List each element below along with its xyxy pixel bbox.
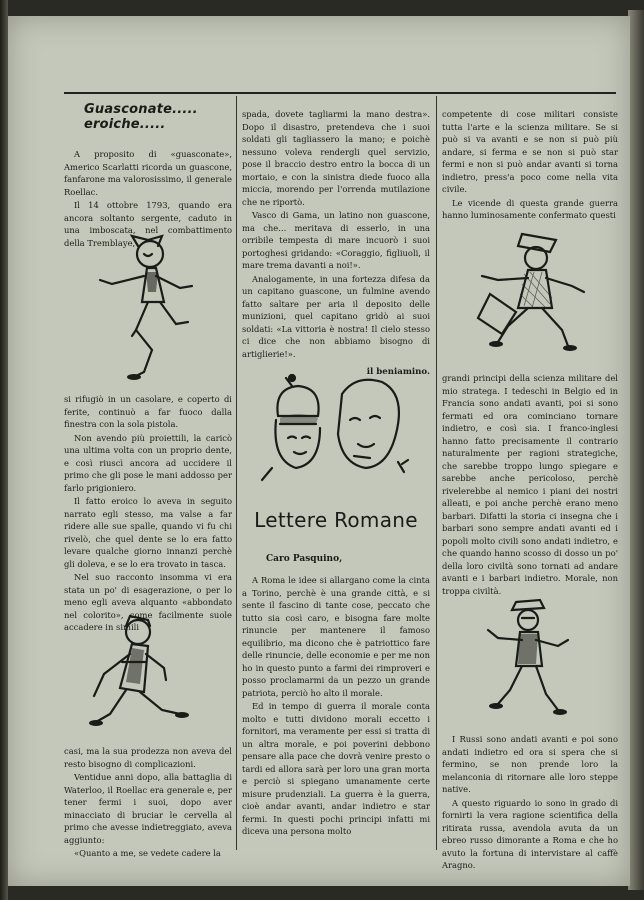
col3-mid-text	[442, 372, 618, 596]
signature: il beniamino.	[366, 367, 430, 377]
article-title-guasconate: Guasconate..... eroiche.....	[84, 102, 198, 132]
kicking-figure-icon	[472, 222, 604, 362]
paragraph: Analogamente, in una fortezza difesa da un capitano guascone, un fulmine avendo fatto saltare per aria il deposito delle munizioni, quel capitano gridò ai suoi soldati: «La vittoria è nostra! Il cielo stesso ci dice che non abbiamo bisogno di artiglierie!».	[242, 273, 430, 359]
paragraph: Le vicende di questa grande guerra hanno luminosamente confermato questi	[442, 197, 618, 220]
col2-top-text	[242, 108, 430, 377]
walking-officer-icon	[82, 610, 192, 740]
paragraph: spada, dovete tagliarmi la mano destra». Dopo il disastro, pretendeva che i suoi soldati gli tagliassero la mano; e poichè nessuno voleva rendergli quel servizio, pose il braccio destro entro la bocca di un mortaio, e con la sinistra diede fuoco alla miccia, morendo per l'orrenda mutilazione che ne riportò.	[242, 109, 430, 207]
paragraph: Nel suo racconto insomma vi era stata un po' di esagerazione, o per lo meno egli aveva alquanto «abbondato nel colorito», come facilmente suole accadere in simili	[64, 572, 232, 632]
article-title-lettere-romane: Lettere Romane	[254, 508, 418, 532]
col3-bottom-text	[442, 733, 618, 870]
paragraph: Ed in tempo di guerra il morale conta molto e tutti dividono morali eccetto i fornitori, ma veramente per essi si tratta di un altra morale, e poi poverini debbono pensare alla pace che dovrà venire presto o tardi ed allora sarà per loro una gran morta e perciò si spiegano umanamente certe misure prudenziali. La guerra è la guerra, cioè andar avanti, andar indietro e star fermi. In questi pochi principi infatti mi diceva una persona molto	[242, 701, 430, 836]
col2-body-text	[242, 574, 430, 850]
paragraph: A Roma le idee si allargano come la cinta a Torino, perchè è una grande città, e si sente il fascino di tante cose, peccato che tutto sia così caro, e bisogna fare molte rinuncie per mantenere il famoso equilibrio, ma dicono che è patriottico fare delle rinuncie, delle economie e per me non ho in questo punto a farmi dei rimproveri e posso proclamarmi da un pezzo un grande patriota, perciò ho alto il morale.	[242, 575, 430, 698]
paragraph: Il fatto eroico lo aveva in seguito narrato egli stesso, ma valse a far ridere alle sue spalle, quando vi fu chi rivelò, che quel dente se lo era fatto levare qualche giorno innanzi perchè gli doleva, e se lo era trovato in tasca.	[64, 496, 232, 569]
paragraph: Vasco di Gama, un latino non guascone, ma che... meritava di esserlo, in una orribile tempesta di mare incuorò i suoi portoghesi gridando: «Coraggio, figliuoli, il mare trema davanti a noi!».	[242, 210, 430, 270]
running-soldier-icon	[92, 232, 200, 382]
paragraph: Il 14 ottobre 1793, quando era ancora soltanto sergente, caduto in una imboscata, nel combattimento della Tremblaye,	[64, 200, 232, 248]
paragraph: A questo riguardo io sono in grado di fornirti la vera ragione scientifica della ritirata russa, avendola avuta da un ebreo russo dimorante a Roma e che ho avuto la fortuna di intervistare al caffè Aragno.	[442, 797, 618, 870]
paragraph: A proposito di «guasconate», Americo Scarlatti ricorda un guascone, fanfarone ma valorosissimo, il generale Roellac.	[64, 149, 232, 197]
col1-mid-text	[64, 393, 232, 632]
column-divider-1	[236, 96, 237, 850]
two-heads-caricature-icon	[258, 372, 414, 490]
paragraph: competente di cose militari consiste tutta l'arte e la scienza militare. Se si può si va avanti e se non si può più andare, si ferma e se non si può star fermi e non si può andar avanti si torna indietro, press'a poco come nella vita civile.	[442, 109, 618, 194]
paragraph: I Russi sono andati avanti e poi sono andati indietro ed ora si spera che si fermino, se non prende loro la melanconia di ritornare alle loro steppe native.	[442, 734, 618, 794]
col1-top-text	[64, 148, 232, 248]
dancing-soldier-icon	[482, 594, 574, 724]
page-edge	[628, 10, 644, 890]
header-rule	[64, 92, 616, 94]
col3-top-text	[442, 108, 618, 220]
book-spine	[0, 0, 8, 900]
col1-bottom-text	[64, 745, 232, 858]
paragraph: Non avendo più proiettili, la caricò una ultima volta con un proprio dente, e così riuscì ancora ad uccidere il primo che gli pose le mani addosso per farlo prigioniero.	[64, 432, 232, 493]
paragraph: si rifugiò in un casolare, e coperto di ferite, continuò a far fuoco dalla finestra con la sola pistola.	[64, 394, 232, 429]
column-divider-2	[436, 96, 437, 850]
paragraph: «Quanto a me, se vedete cadere la	[74, 848, 221, 858]
paragraph: casi, ma la sua prodezza non aveva del resto bisogno di complicazioni.	[64, 746, 232, 769]
salutation: Caro Pasquino,	[266, 554, 343, 564]
paragraph: Ventidue anni dopo, alla battaglia di Waterloo, il Roellac era generale e, per tener fermi i suoi, dopo aver minacciato di bruciar le cervella al primo che avesse indietreggiato, aveva aggiunto:	[64, 772, 232, 845]
paragraph: grandi principi della scienza militare del mio stratega. I tedeschi in Belgio ed in Francia sono andati avanti, poi si sono fermati ed ora cominciano tornare indietro, e così sia. I franco-inglesi hanno fatto precisamente il contrario naturalmente per ragioni strategiche, che sarebbe troppo lungo spiegare e sarebbe anche pericoloso, perchè rivelerebbe al nemico i piani dei nostri alleati, e poi anche perchè erano meno barbari. Difatti la storia ci insegna che i barbari sono sempre andati avanti ed i popoli molto civili sono andati indietro, e che quando hanno scosso di dosso un po' della loro civiltà sono tornati ad andare avanti e i barbari indietro. Morale, non troppa civiltà.	[442, 373, 618, 596]
